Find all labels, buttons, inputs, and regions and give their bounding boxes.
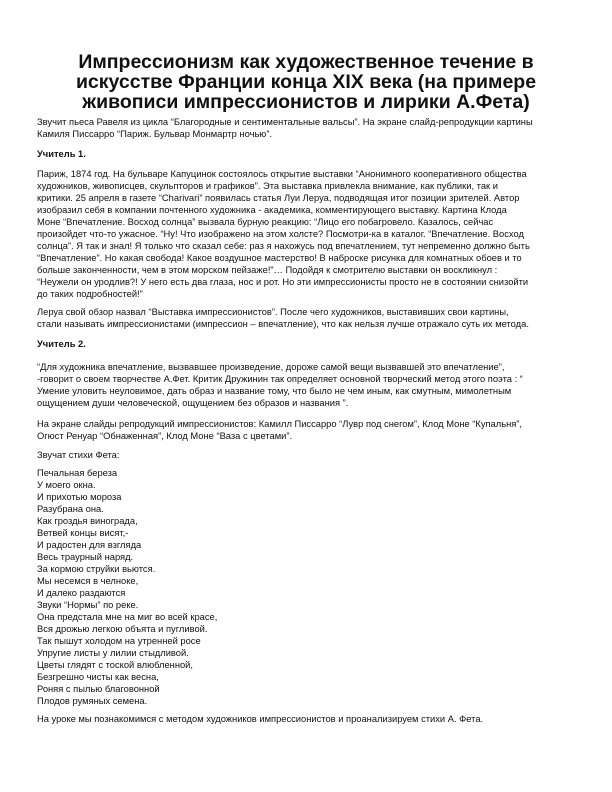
title-line: искусстве Франции конца XIX века (на примере bbox=[75, 71, 537, 93]
poem-line: Цветы глядят с тоской влюбленной, bbox=[37, 660, 193, 670]
text-line: художников, живописцев, скульпторов и графиков”. Эта выставка привлекла внимание, как публики, так и bbox=[37, 181, 498, 191]
poem-line: Как гроздья винограда, bbox=[37, 516, 138, 526]
text-line: до таких подробностей!” bbox=[37, 289, 143, 299]
poem-line: Безгрешно чисты как весна, bbox=[37, 672, 159, 682]
intro-paragraph bbox=[37, 116, 577, 140]
poem-line: Весь траурный наряд. bbox=[37, 552, 134, 562]
poem bbox=[37, 467, 577, 707]
text-line: Камиля Писсарро “Париж. Бульвар Монмартр ночью”. bbox=[37, 129, 273, 139]
title-line: живописи импрессионистов и лирики А.Фета) bbox=[82, 91, 530, 113]
text-line: На экране слайды репродукций импрессионистов: Камилл Писсарро “Лувр под снегом”, Клод Моне “Купальня”, bbox=[37, 419, 522, 429]
paragraph-4 bbox=[37, 418, 577, 442]
text-line: стали называть импрессионистами (импрессион – впечатление), что как нельзя лучше отражало суть их метода. bbox=[37, 319, 529, 329]
poem-line: Упругие листы у лилии стыдливой. bbox=[37, 648, 189, 658]
poem-line: Разубрана она. bbox=[37, 504, 104, 514]
text-line: Леруа свой обзор назвал “Выставка импрессионистов”. После чего художников, выставивших свои картины, bbox=[37, 307, 509, 317]
text-line: “Впечатление”. Но какая свобода! Какое воздушное мастерство! В наброске рисунка для комнатных обоев и то bbox=[37, 253, 522, 263]
text-line: произойдет что-то ужасное. “Ну! Что изображено на этом холсте? Посмотри-ка в каталог. “Впечатление. Восход bbox=[37, 229, 524, 239]
poem-line: Мы несемся в челноке, bbox=[37, 576, 139, 586]
poem-line: И радостен для взгляда bbox=[37, 540, 142, 550]
closing-line: На уроке мы познакомимся с методом художников импрессионистов и проанализируем стихи А. Фета. bbox=[37, 714, 484, 724]
text-line: “Неужели он уродлив?! У него есть два глаза, нос и рот. Но эти импрессионисты просто не в состоянии снизойти bbox=[37, 277, 529, 287]
text-line: больше законченности, чем в этом морском пейзаже!”… Подойдя к смотрителю выставки он воскликнул : bbox=[37, 265, 498, 275]
text-line: изобразил себя в компании почтенного художника - академика, комментирующего выставку. Картина Клода bbox=[37, 205, 507, 215]
poem-line: У моего окна. bbox=[37, 480, 96, 490]
poem-line: Она предстала мне на миг во всей красе, bbox=[37, 612, 218, 622]
teacher-1-label: Учитель 1. bbox=[37, 149, 86, 159]
poem-line: Печальная береза bbox=[37, 468, 118, 478]
text-line: Париж, 1874 год. На бульваре Капуцинок состоялось открытие выставки “Анонимного кооперативного общества bbox=[37, 169, 527, 179]
poem-line: Плодов румяных семена. bbox=[37, 696, 148, 706]
text-line: -говорит о своем творчестве А.Фет. Критик Дружинин так определяет основной творческий метод этого поэта : “ bbox=[37, 374, 523, 384]
poem-line: Роняя с пылью благовонной bbox=[37, 684, 160, 694]
text-line: Моне “Впечатление. Восход солнца” вызвала бурную реакцию: “Лицо его побагровело. Казалось, сейчас bbox=[37, 217, 494, 227]
poem-intro: Звучат стихи Фета: bbox=[37, 450, 120, 460]
poem-line: Так пышут холодом на утренней росе bbox=[37, 636, 201, 646]
text-line: солнца”. Я так и знал! Я только что сказал себе: раз я нахожусь под впечатлением, тут непременно должно быть bbox=[37, 241, 530, 251]
poem-line: И далеко раздаются bbox=[37, 588, 126, 598]
title-line: Импрессионизм как художественное течение в bbox=[78, 51, 534, 73]
paragraph-2 bbox=[37, 306, 577, 330]
text-line: “Для художника впечатление, вызвавшее произведение, дороже самой вещи вызвавшей это впечатление”, bbox=[37, 362, 505, 372]
page-title bbox=[60, 52, 552, 112]
text-line: Огюст Ренуар “Обнаженная”, Клод Моне “Ваза с цветами”. bbox=[37, 431, 293, 441]
text-line: ощущением души человеческой, ощущением без образов и названия ”. bbox=[37, 398, 349, 408]
poem-line: Звуки “Нормы” по реке. bbox=[37, 600, 139, 610]
text-line: Умение уловить неуловимое, дать образ и название тому, что было не чем иным, как смутным, мимолетным bbox=[37, 386, 512, 396]
teacher-2-label: Учитель 2. bbox=[37, 339, 86, 349]
poem-line: За кормою струйки вьются. bbox=[37, 564, 156, 574]
poem-line: Вся дрожью легкою объята и пугливой. bbox=[37, 624, 208, 634]
paragraph-1 bbox=[37, 168, 577, 300]
poem-line: И прихотью мороза bbox=[37, 492, 122, 502]
text-line: критики. 25 апреля в газете “Charivari” появилась статья Луи Леруа, подводящая итог позиции зрителей. Автор bbox=[37, 193, 520, 203]
poem-line: Ветвей концы висят,- bbox=[37, 528, 129, 538]
paragraph-3 bbox=[37, 361, 577, 409]
text-line: Звучит пьеса Равеля из цикла “Благородные и сентиментальные вальсы”. На экране слайд-репродукции картины bbox=[37, 117, 533, 127]
